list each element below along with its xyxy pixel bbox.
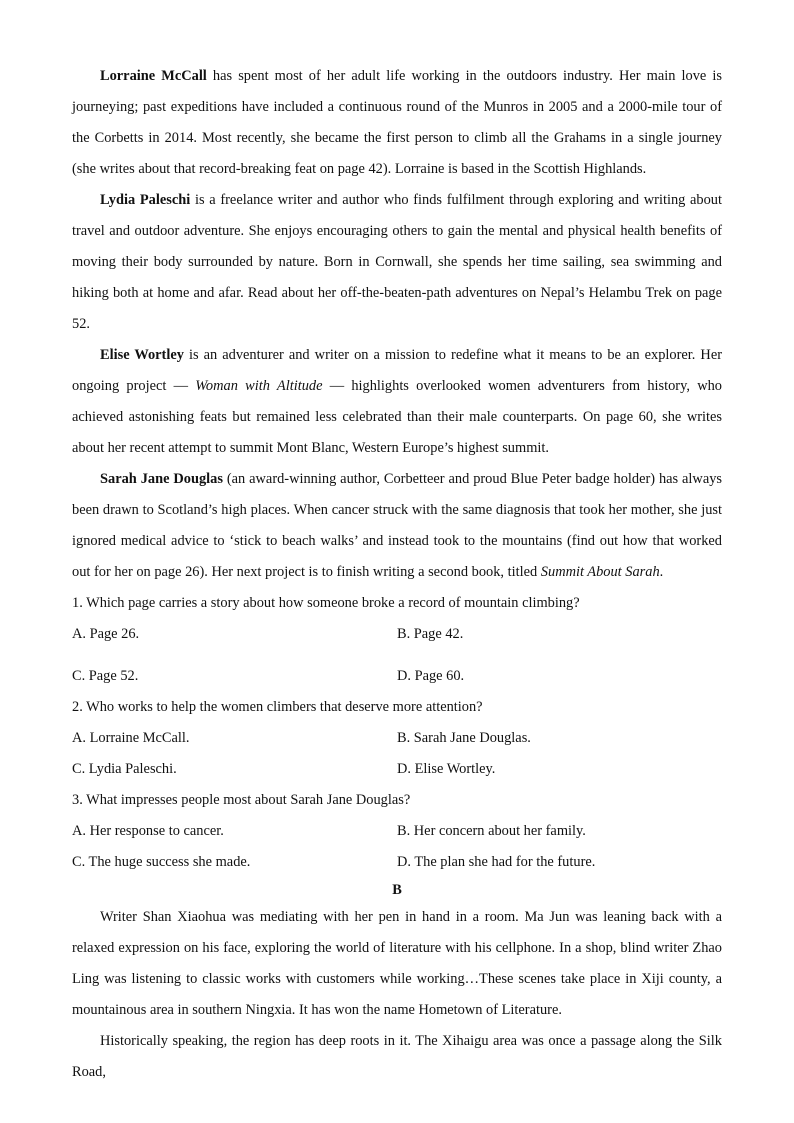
option-c: C. Lydia Paleschi. (72, 761, 177, 777)
bio-paragraph (72, 61, 722, 185)
section-heading: B (392, 882, 402, 898)
passage-paragraph: Historically speaking, the region has deep roots in it. The Xihaigu area was once a passage along the Silk Road, (72, 1033, 722, 1080)
option-a: A. Lorraine McCall. (72, 730, 190, 746)
bio-text: — highlights overlooked women adventurers from history, who achieved astonishing feats but remained less celebrated than their male counterparts. On page 60, she writes about her recent attempt to summit Mont Blanc, Western Europe’s highest summit. (72, 378, 722, 456)
option-row (72, 723, 722, 754)
option-row (72, 619, 722, 661)
option-b: B. Her concern about her family. (397, 823, 586, 839)
option-row (72, 847, 722, 878)
document-page (72, 61, 722, 1088)
option-b: B. Sarah Jane Douglas. (397, 730, 531, 746)
passage-paragraph: Writer Shan Xiaohua was mediating with her pen in hand in a room. Ma Jun was leaning back with a relaxed expression on his face, exploring the world of literature with his cellphone. In a shop, blind writer Zhao Ling was listening to classic works with customers while working…These scenes take place in Xiji county, a mountainous area in southern Ningxia. It has won the name Hometown of Literature. (72, 909, 722, 1018)
project-title: Woman with Altitude (195, 378, 323, 394)
book-title: Summit About Sarah (540, 564, 660, 580)
option-row (72, 816, 722, 847)
bio-text: . (659, 564, 664, 580)
option-d: D. Elise Wortley. (397, 761, 496, 777)
option-a: A. Her response to cancer. (72, 823, 224, 839)
option-row (72, 661, 722, 692)
option-row (72, 754, 722, 785)
bio-name: Elise Wortley (100, 347, 184, 363)
question-stem: 2. Who works to help the women climbers that deserve more attention? (72, 699, 483, 715)
bio-text: (an award-winning author, Corbetteer and proud Blue Peter badge holder) has always been drawn to Scotland’s high places. When cancer struck with the same diagnosis that took her mother, she just ignored medical advice to ‘stick to beach walks’ and instead took to the mountains (find out how that worked out for her on page 26). Her next project is to finish writing a second book, titled (72, 471, 723, 580)
bio-paragraph (72, 340, 722, 464)
bio-name: Lydia Paleschi (100, 192, 191, 208)
bio-paragraph (72, 185, 722, 340)
bio-text: is a freelance writer and author who finds fulfilment through exploring and writing about travel and outdoor adventure. She enjoys encouraging others to gain the mental and physical health benefits of moving their body surrounded by nature. Born in Cornwall, she spends her time sailing, sea swimming and hiking both at home and afar. Read about her off-the-beaten-path adventures on Nepal’s Helambu Trek on page 52. (72, 192, 723, 332)
option-c: C. Page 52. (72, 668, 139, 684)
option-b: B. Page 42. (397, 626, 464, 642)
option-d: D. The plan she had for the future. (397, 854, 596, 870)
option-c: C. The huge success she made. (72, 854, 251, 870)
question-stem: 3. What impresses people most about Sarah Jane Douglas? (72, 792, 411, 808)
bio-text: is an adventurer and writer on a mission to redefine what it means to be an explorer. Her ongoing project — (72, 347, 722, 394)
option-a: A. Page 26. (72, 626, 140, 642)
bio-name: Sarah Jane Douglas (100, 471, 223, 487)
bio-name: Lorraine McCall (100, 68, 207, 84)
bio-paragraph (72, 464, 722, 588)
bio-text: has spent most of her adult life working in the outdoors industry. Her main love is journeying; past expeditions have included a continuous round of the Munros in 2005 and a 2000-mile tour of the Corbetts in 2014. Most recently, she became the first person to climb all the Grahams in a single journey (she writes about that record-breaking feat on page 42). Lorraine is based in the Scottish Highlands. (72, 68, 722, 177)
question-stem: 1. Which page carries a story about how someone broke a record of mountain climbing? (72, 595, 580, 611)
option-d: D. Page 60. (397, 668, 465, 684)
